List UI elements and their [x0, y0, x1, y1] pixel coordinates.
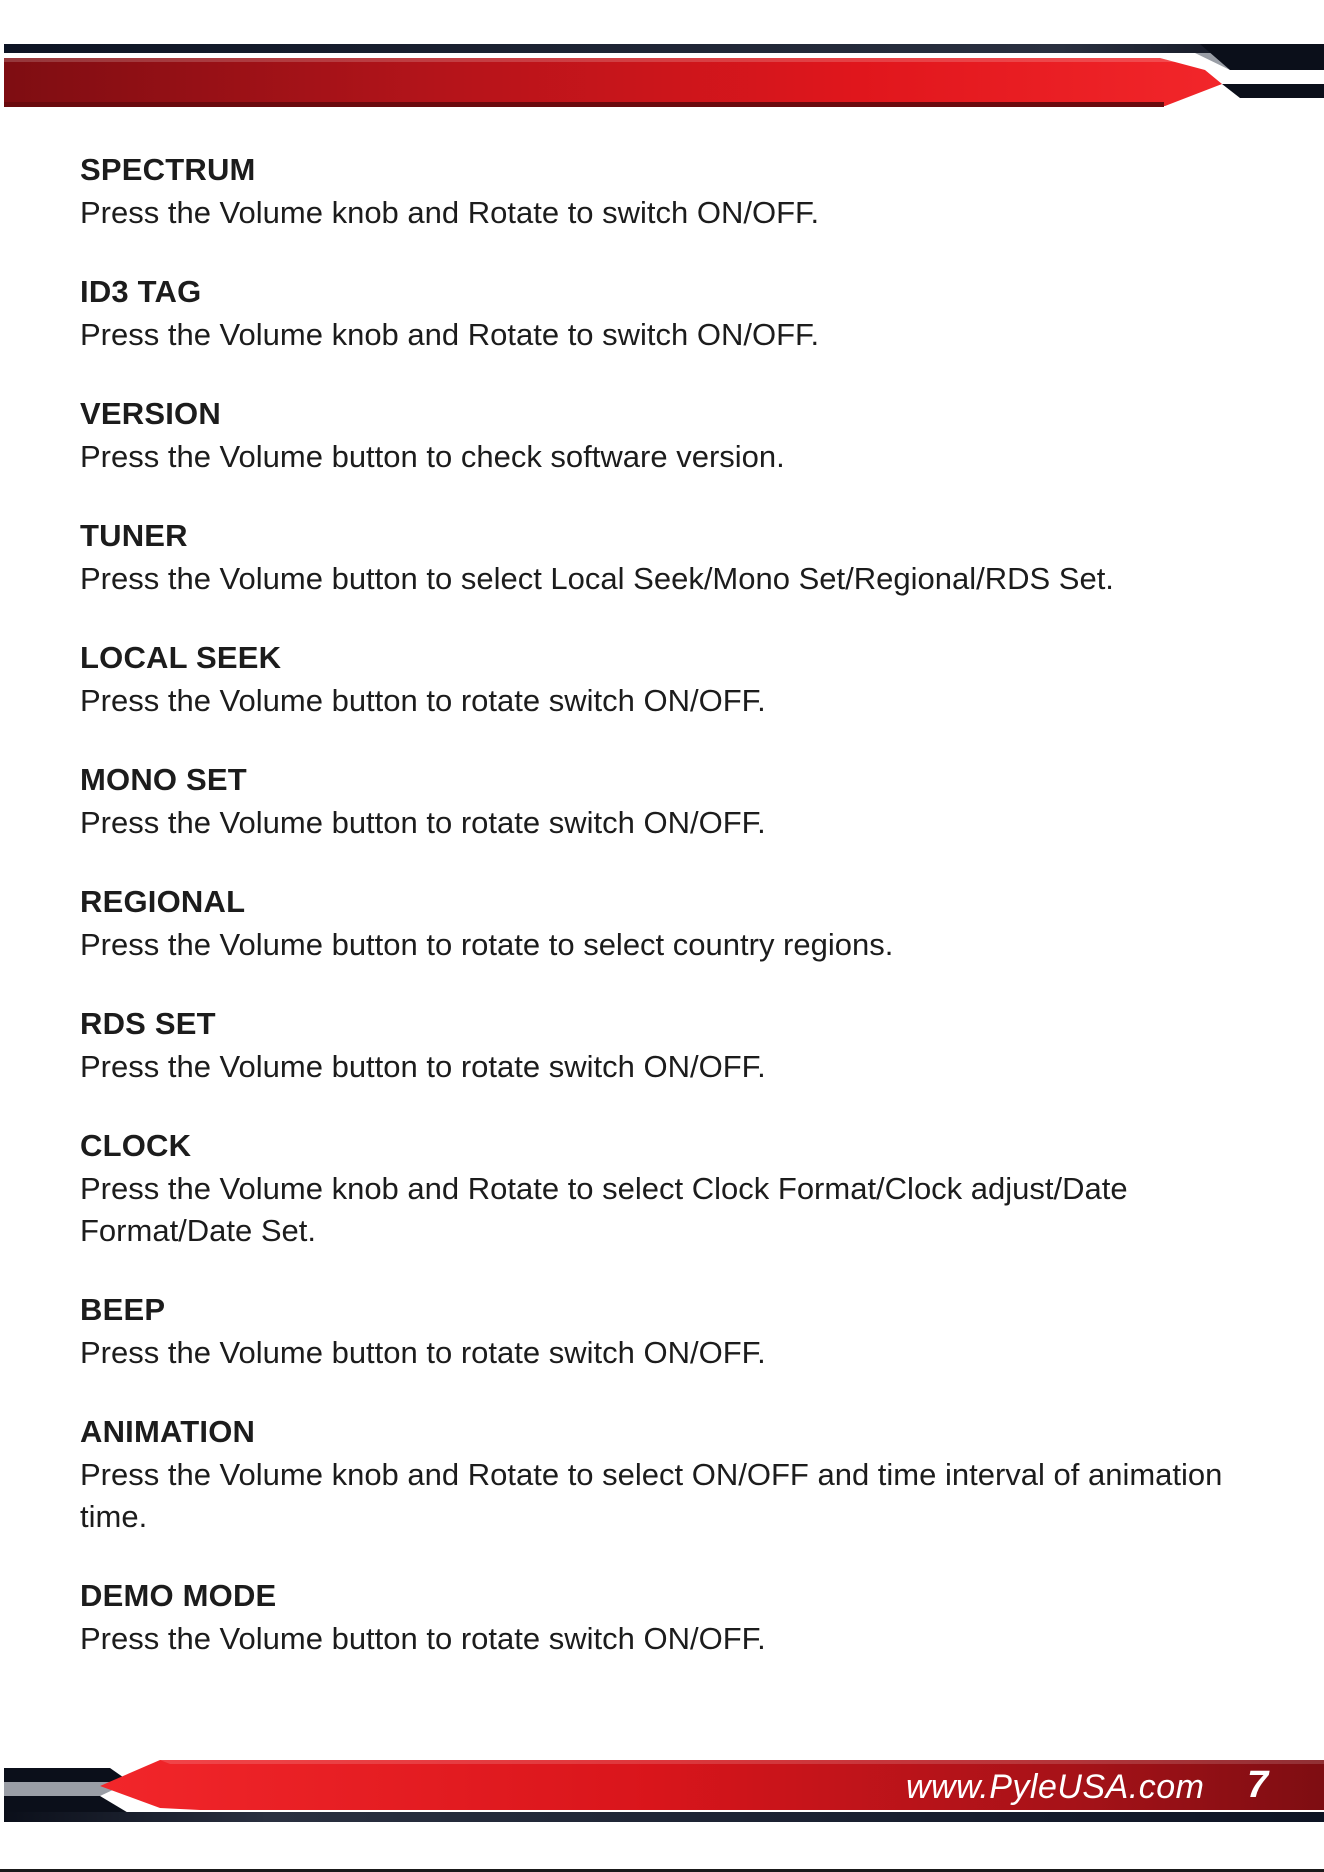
section-mono-set: [80, 760, 1240, 844]
section-body: Press the Volume button to rotate switch ON/OFF.: [80, 1621, 766, 1656]
section-tuner: [80, 516, 1240, 600]
section-body: Press the Volume knob and Rotate to select Clock Format/Clock adjust/Date Format/Date Set.: [80, 1171, 1128, 1248]
section-body: Press the Volume knob and Rotate to switch ON/OFF.: [80, 317, 820, 352]
section-title: CLOCK: [80, 1128, 192, 1163]
settings-list: [80, 150, 1240, 1698]
section-version: [80, 394, 1240, 478]
section-demo-mode: [80, 1576, 1240, 1660]
section-animation: [80, 1412, 1240, 1538]
section-title: RDS SET: [80, 1006, 216, 1041]
section-title: VERSION: [80, 396, 221, 431]
website-url: www.PyleUSA.com: [906, 1768, 1205, 1806]
section-title: ANIMATION: [80, 1414, 256, 1449]
section-title: SPECTRUM: [80, 152, 256, 187]
section-body: Press the Volume button to rotate switch ON/OFF.: [80, 1335, 766, 1370]
section-id3-tag: [80, 272, 1240, 356]
section-title: LOCAL SEEK: [80, 640, 282, 675]
section-beep: [80, 1290, 1240, 1374]
section-body: Press the Volume button to rotate switch ON/OFF.: [80, 805, 766, 840]
top-banner: [0, 40, 1324, 110]
section-regional: [80, 882, 1240, 966]
section-title: REGIONAL: [80, 884, 246, 919]
section-body: Press the Volume knob and Rotate to select ON/OFF and time interval of animation time.: [80, 1457, 1223, 1534]
section-body: Press the Volume button to rotate to select country regions.: [80, 927, 894, 962]
section-spectrum: [80, 150, 1240, 234]
section-body: Press the Volume button to select Local Seek/Mono Set/Regional/RDS Set.: [80, 561, 1114, 596]
section-local-seek: [80, 638, 1240, 722]
section-body: Press the Volume button to rotate switch ON/OFF.: [80, 683, 766, 718]
page-number: 7: [1247, 1764, 1269, 1806]
section-body: Press the Volume button to check software version.: [80, 439, 785, 474]
section-title: BEEP: [80, 1292, 166, 1327]
section-title: TUNER: [80, 518, 188, 553]
section-title: DEMO MODE: [80, 1578, 277, 1613]
section-body: Press the Volume button to rotate switch ON/OFF.: [80, 1049, 766, 1084]
section-title: MONO SET: [80, 762, 247, 797]
section-title: ID3 TAG: [80, 274, 202, 309]
section-rds-set: [80, 1004, 1240, 1088]
section-clock: [80, 1126, 1240, 1252]
section-body: Press the Volume knob and Rotate to switch ON/OFF.: [80, 195, 820, 230]
